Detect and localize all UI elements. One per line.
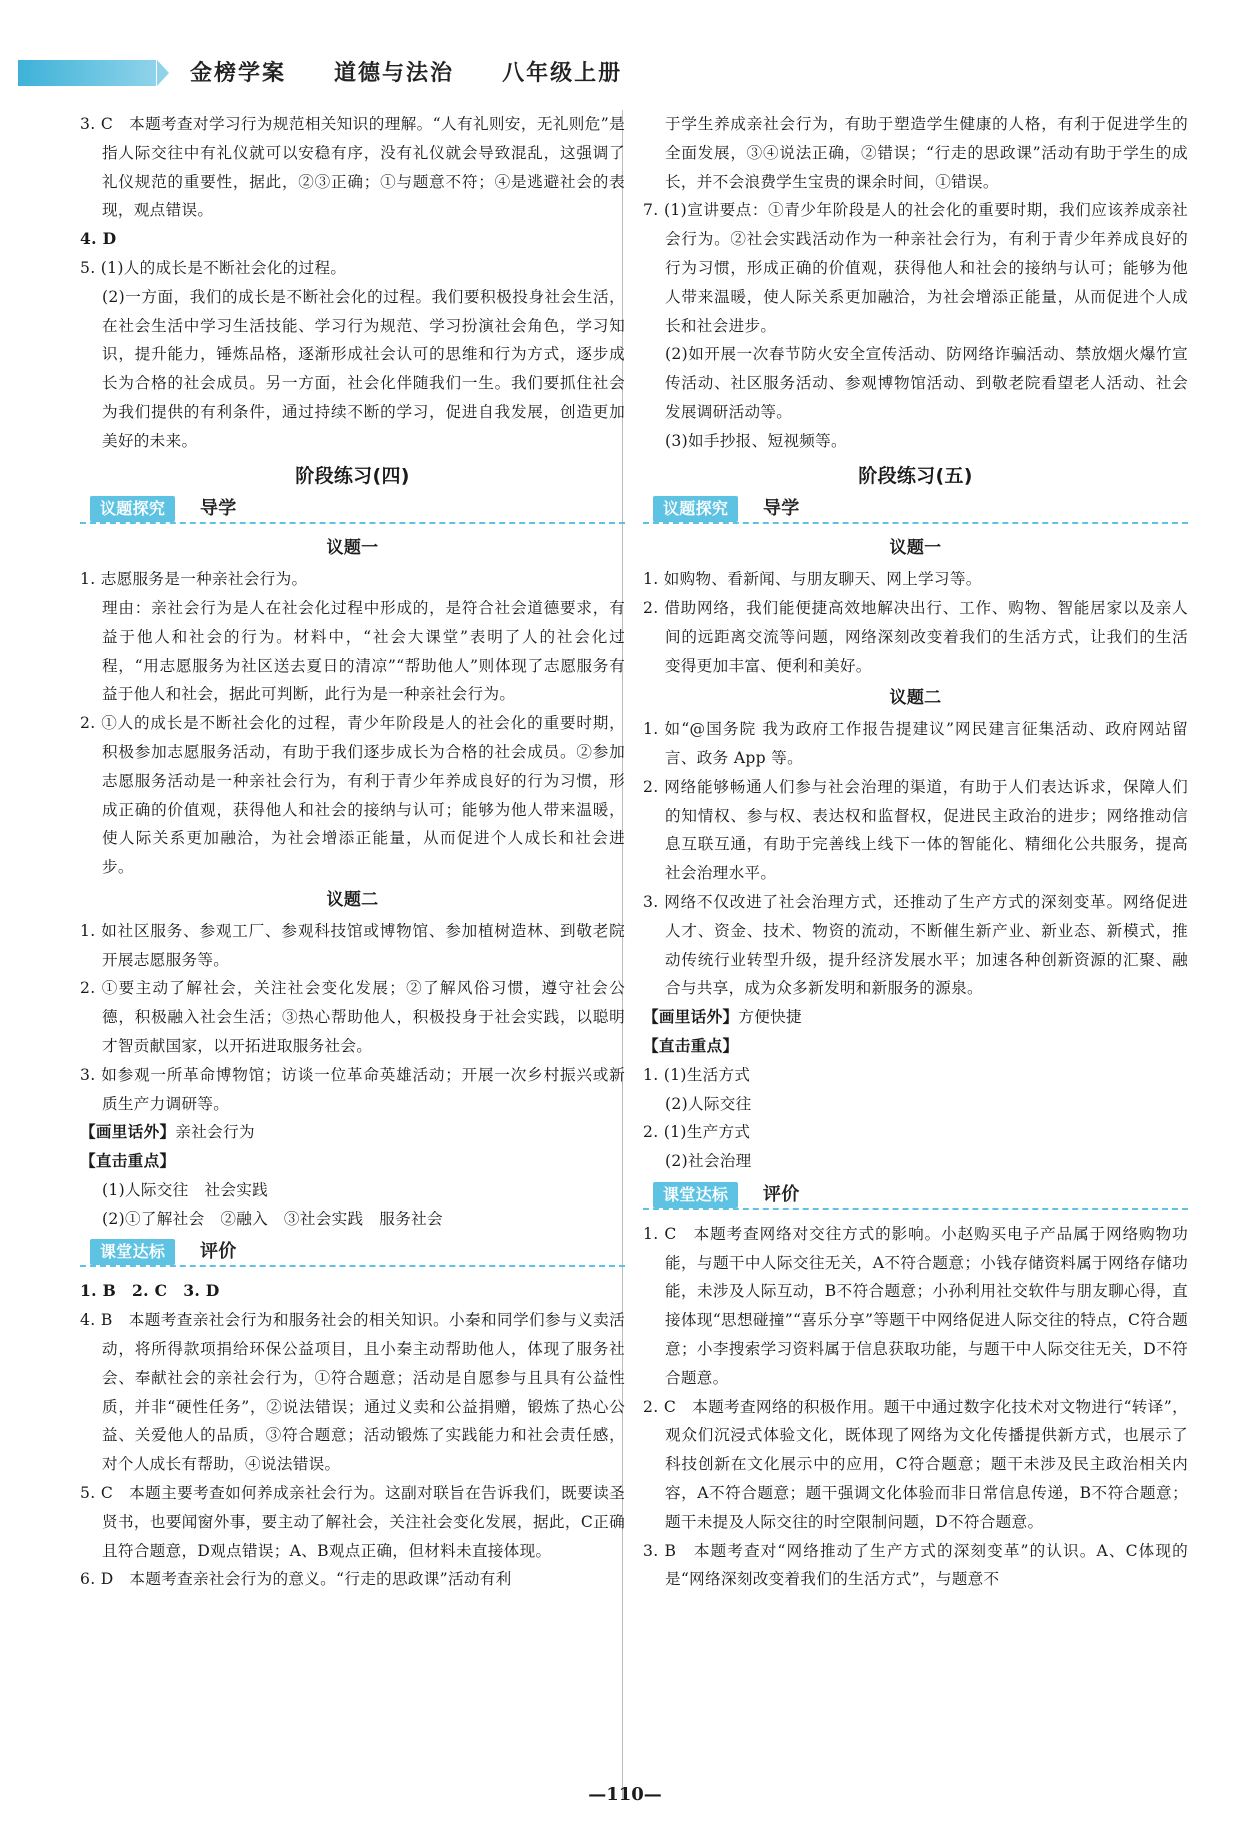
picture-talk-label: 【画里话外】: [643, 1008, 739, 1027]
answer-5-part1: 5. (1)人的成长是不断社会化的过程。: [80, 258, 347, 277]
answer-7-part2: (2)如开展一次春节防火安全宣传活动、防网络诈骗活动、禁放烟火爆竹宣传活动、社区服务活动、参观博物馆活动、到敬老院看望老人活动、社会发展调研活动等。: [665, 345, 1188, 421]
exercise-answer-5: 5. C 本题主要考查如何养成亲社会行为。这副对联旨在告诉我们，既要读圣贤书，也要闻窗外事，要主动了解社会，关注社会变化发展，据此，C正确且符合题意，D观点错误；A、B观点正确，但材料未直接体现。: [80, 1484, 625, 1560]
banner-tag: 议题探究: [90, 496, 175, 522]
grade-name: 八年级上册: [502, 61, 623, 86]
banner-tag: 课堂达标: [90, 1239, 175, 1265]
answer-7-part1: 7. (1)宣讲要点：①青少年阶段是人的社会化的重要时期，我们应该养成亲社会行为。②社会实践活动作为一种亲社会行为，有利于青少年养成良好的行为习惯，形成正确的价值观，获得他人和社会的接纳与认可；能够为他人带来温暖，使人际关系更加融洽，为社会增添正能量，从而促进个人成长和社会进步。: [643, 201, 1188, 335]
exercise-answer-1: 1. C 本题考查网络对交往方式的影响。小赵购买电子产品属于网络购物功能，与题干中人际交往无关，A不符合题意；小钱存储资料属于网络存储功能，未涉及人际互动，B不符合题意；小孙利用社交软件与朋友聊心得，直接体现“思想碰撞”“喜乐分享”等题干中网络促进人际交往的特点，C符合题意；小李搜索学习资料属于信息获取功能，与题干中人际交往无关，D不符合题意。: [643, 1224, 1188, 1387]
banner-dashed-line: [80, 522, 625, 524]
left-column: [80, 110, 625, 1594]
picture-talk-row: [643, 1003, 1188, 1032]
series-name: 金榜学案: [190, 61, 287, 86]
topic1-item-2: 2. ①人的成长是不断社会化的过程，青少年阶段是人的社会化的重要时期，积极参加志愿服务活动，有助于我们逐步成长为合格的社会成员。②参加志愿服务活动是一种亲社会行为，有利于青少年养成良好的行为习惯，形成正确的价值观，获得他人和社会的接纳与认可；能够为他人带来温暖，使人际关系更加融洽，为社会增添正能量，从而促进个人成长和社会进步。: [80, 714, 625, 877]
topic2-item-3: 3. 网络不仅改进了社会治理方式，还推动了生产方式的深刻变革。网络促进人才、资金、技术、物资的流动，不断催生新产业、新业态、新模式，推动传统行业转型升级，提升经济发展水平；加速各种创新资源的汇聚、融合与共享，成为众多新发明和新服务的源泉。: [643, 892, 1188, 998]
key-point-1: (1)人际交往 社会实践: [102, 1180, 269, 1199]
topic1-item-1-reason: 理由：亲社会行为是人在社会化过程中形成的，是符合社会道德要求，有益于他人和社会的行为。材料中，“社会大课堂”表明了人的社会化过程，“用志愿服务为社区送去夏日的清凉”“帮助他人”则体现了志愿服务有益于他人和社会，据此可判断，此行为是一种亲社会行为。: [102, 598, 625, 704]
key-point-1a: 1. (1)生活方式: [643, 1065, 751, 1084]
topic2-item-3: 3. 如参观一所革命博物馆；访谈一位革命英雄活动；开展一次乡村振兴或新质生产力调研等。: [80, 1065, 625, 1113]
key-point-2: (2)①了解社会 ②融入 ③社会实践 服务社会: [102, 1209, 443, 1228]
picture-talk-text: 方便快捷: [738, 1008, 802, 1027]
topic2-item-2: 2. 网络能够畅通人们参与社会治理的渠道，有助于人们表达诉求，保障人们的知情权、参与权、表达权和监督权，促进民主政治的进步；网络推动信息互联互通，有助于完善线上线下一体的智能化、精细化公共服务，提高社会治理水平。: [643, 777, 1188, 883]
answer-3: 3. C 本题考查对学习行为规范相关知识的理解。“人有礼则安，无礼则危”是指人际交往中有礼仪就可以安稳有序，没有礼仪就会导致混乱，这强调了礼仪规范的重要性，据此，②③正确；①与题意不符；④是逃避社会的表现，观点错误。: [80, 115, 625, 220]
picture-talk-label: 【画里话外】: [80, 1123, 176, 1142]
topic2-item-1: 1. 如社区服务、参观工厂、参观科技馆或博物馆、参加植树造林、到敬老院开展志愿服务等。: [80, 921, 625, 969]
exercise-answer-6: 6. D 本题考查亲社会行为的意义。“行走的思政课”活动有利: [80, 1570, 512, 1589]
banner-subtitle: 导学: [763, 498, 800, 520]
topic2-item-2: 2. ①要主动了解社会，关注社会变化发展；②了解风俗习惯，遵守社会公德，积极融入社会生活；③热心帮助他人，积极投身于社会实践，以聪明才智贡献国家，以开拓进取服务社会。: [80, 979, 625, 1055]
answer-7-part3: (3)如手抄报、短视频等。: [665, 431, 847, 450]
answers-1-3: 1. B 2. C 3. D: [80, 1281, 220, 1301]
section-banner-explore: [643, 494, 1188, 528]
exercise-answer-4: 4. B 本题考查亲社会行为和服务社会的相关知识。小秦和同学们参与义卖活动，将所得款项捐给环保公益项目，且小秦主动帮助他人，体现了服务社会、奉献社会的亲社会行为，①符合题意；活动是自愿参与且具有公益性质，并非“硬性任务”，②说法错误；通过义卖和公益捐赠，锻炼了热心公益、关爱他人的品质，③符合题意；活动锻炼了实践能力和社会责任感，对个人成长有帮助，④说法错误。: [80, 1311, 625, 1474]
banner-tag: 课堂达标: [653, 1182, 738, 1208]
section-banner-explore: [80, 494, 625, 528]
banner-subtitle: 评价: [763, 1183, 800, 1205]
header-title: [190, 56, 622, 87]
topic-2-title: 议题二: [889, 688, 942, 709]
stage-title-5: 阶段练习(五): [858, 464, 973, 487]
answer-4: 4. D: [80, 229, 117, 249]
right-column: [643, 110, 1188, 1594]
key-points-label: 【直击重点】: [80, 1152, 176, 1171]
topic1-item-2: 2. 借助网络，我们能便捷高效地解决出行、工作、购物、智能居家以及亲人间的远距离交流等问题，网络深刻改变着我们的生活方式，让我们的生活变得更加丰富、便利和美好。: [643, 598, 1188, 675]
answer-6-continued: 于学生养成亲社会行为，有助于塑造学生健康的人格，有利于促进学生的全面发展，③④说法正确，②错误；“行走的思政课”活动有助于学生的成长，并不会浪费学生宝贵的课余时间，①错误。: [665, 115, 1188, 191]
topic-2-title: 议题二: [326, 889, 379, 910]
banner-subtitle: 导学: [200, 498, 237, 520]
header-arrow-icon: [157, 60, 169, 86]
key-point-2b: (2)社会治理: [665, 1152, 752, 1171]
section-banner-assess: [643, 1180, 1188, 1214]
banner-dashed-line: [643, 522, 1188, 524]
banner-tag: 议题探究: [653, 496, 738, 522]
topic-1-title: 议题一: [889, 538, 942, 559]
banner-subtitle: 评价: [200, 1241, 237, 1263]
banner-dashed-line: [80, 1265, 625, 1267]
stage-title-4: 阶段练习(四): [295, 464, 410, 487]
answer-5-part2: (2)一方面，我们的成长是不断社会化的过程。我们要积极投身社会生活，在社会生活中学习生活技能、学习行为规范、学习扮演社会角色，学习知识，提升能力，锤炼品格，逐渐形成社会认可的思维和行为方式，逐步成长为合格的社会成员。另一方面，社会化伴随我们一生。我们要抓住社会为我们提供的有利条件，通过持续不断的学习，促进自我发展，创造更加美好的未来。: [102, 287, 625, 450]
subject-name: 道德与法治: [334, 61, 455, 86]
picture-talk-row: [80, 1118, 625, 1147]
page-number: —110—: [588, 1784, 662, 1805]
topic1-item-1: 1. 如购物、看新闻、与朋友聊天、网上学习等。: [643, 570, 982, 589]
topic-1-title: 议题一: [326, 538, 379, 559]
banner-dashed-line: [643, 1208, 1188, 1210]
key-point-2a: 2. (1)生产方式: [643, 1123, 751, 1142]
key-points-label: 【直击重点】: [643, 1036, 739, 1055]
picture-talk-text: 亲社会行为: [175, 1123, 255, 1142]
key-point-1b: (2)人际交往: [665, 1094, 752, 1113]
topic2-item-1: 1. 如“@国务院 我为政府工作报告提建议”网民建言征集活动、政府网站留言、政务 App 等。: [643, 720, 1188, 767]
topic1-item-1: 1. 志愿服务是一种亲社会行为。: [80, 570, 308, 589]
exercise-answer-2: 2. C 本题考查网络的积极作用。题干中通过数字化技术对文物进行“转译”，观众们沉浸式体验文化，既体现了网络为文化传播提供新方式，也展示了科技创新在文化展示中的应用，C符合题意；题干未涉及民主政治相关内容，A不符合题意；题干强调文化体验而非日常信息传递，B不符合题意；题干未提及人际交往的时空限制问题，D不符合题意。: [643, 1397, 1188, 1531]
page-header: [18, 52, 1218, 92]
exercise-answer-3: 3. B 本题考查对“网络推动了生产方式的深刻变革”的认识。A、C体现的是“网络深刻改变着我们的生活方式”，与题意不: [643, 1541, 1188, 1589]
section-banner-assess: [80, 1237, 625, 1271]
header-accent-bar: [18, 60, 156, 86]
